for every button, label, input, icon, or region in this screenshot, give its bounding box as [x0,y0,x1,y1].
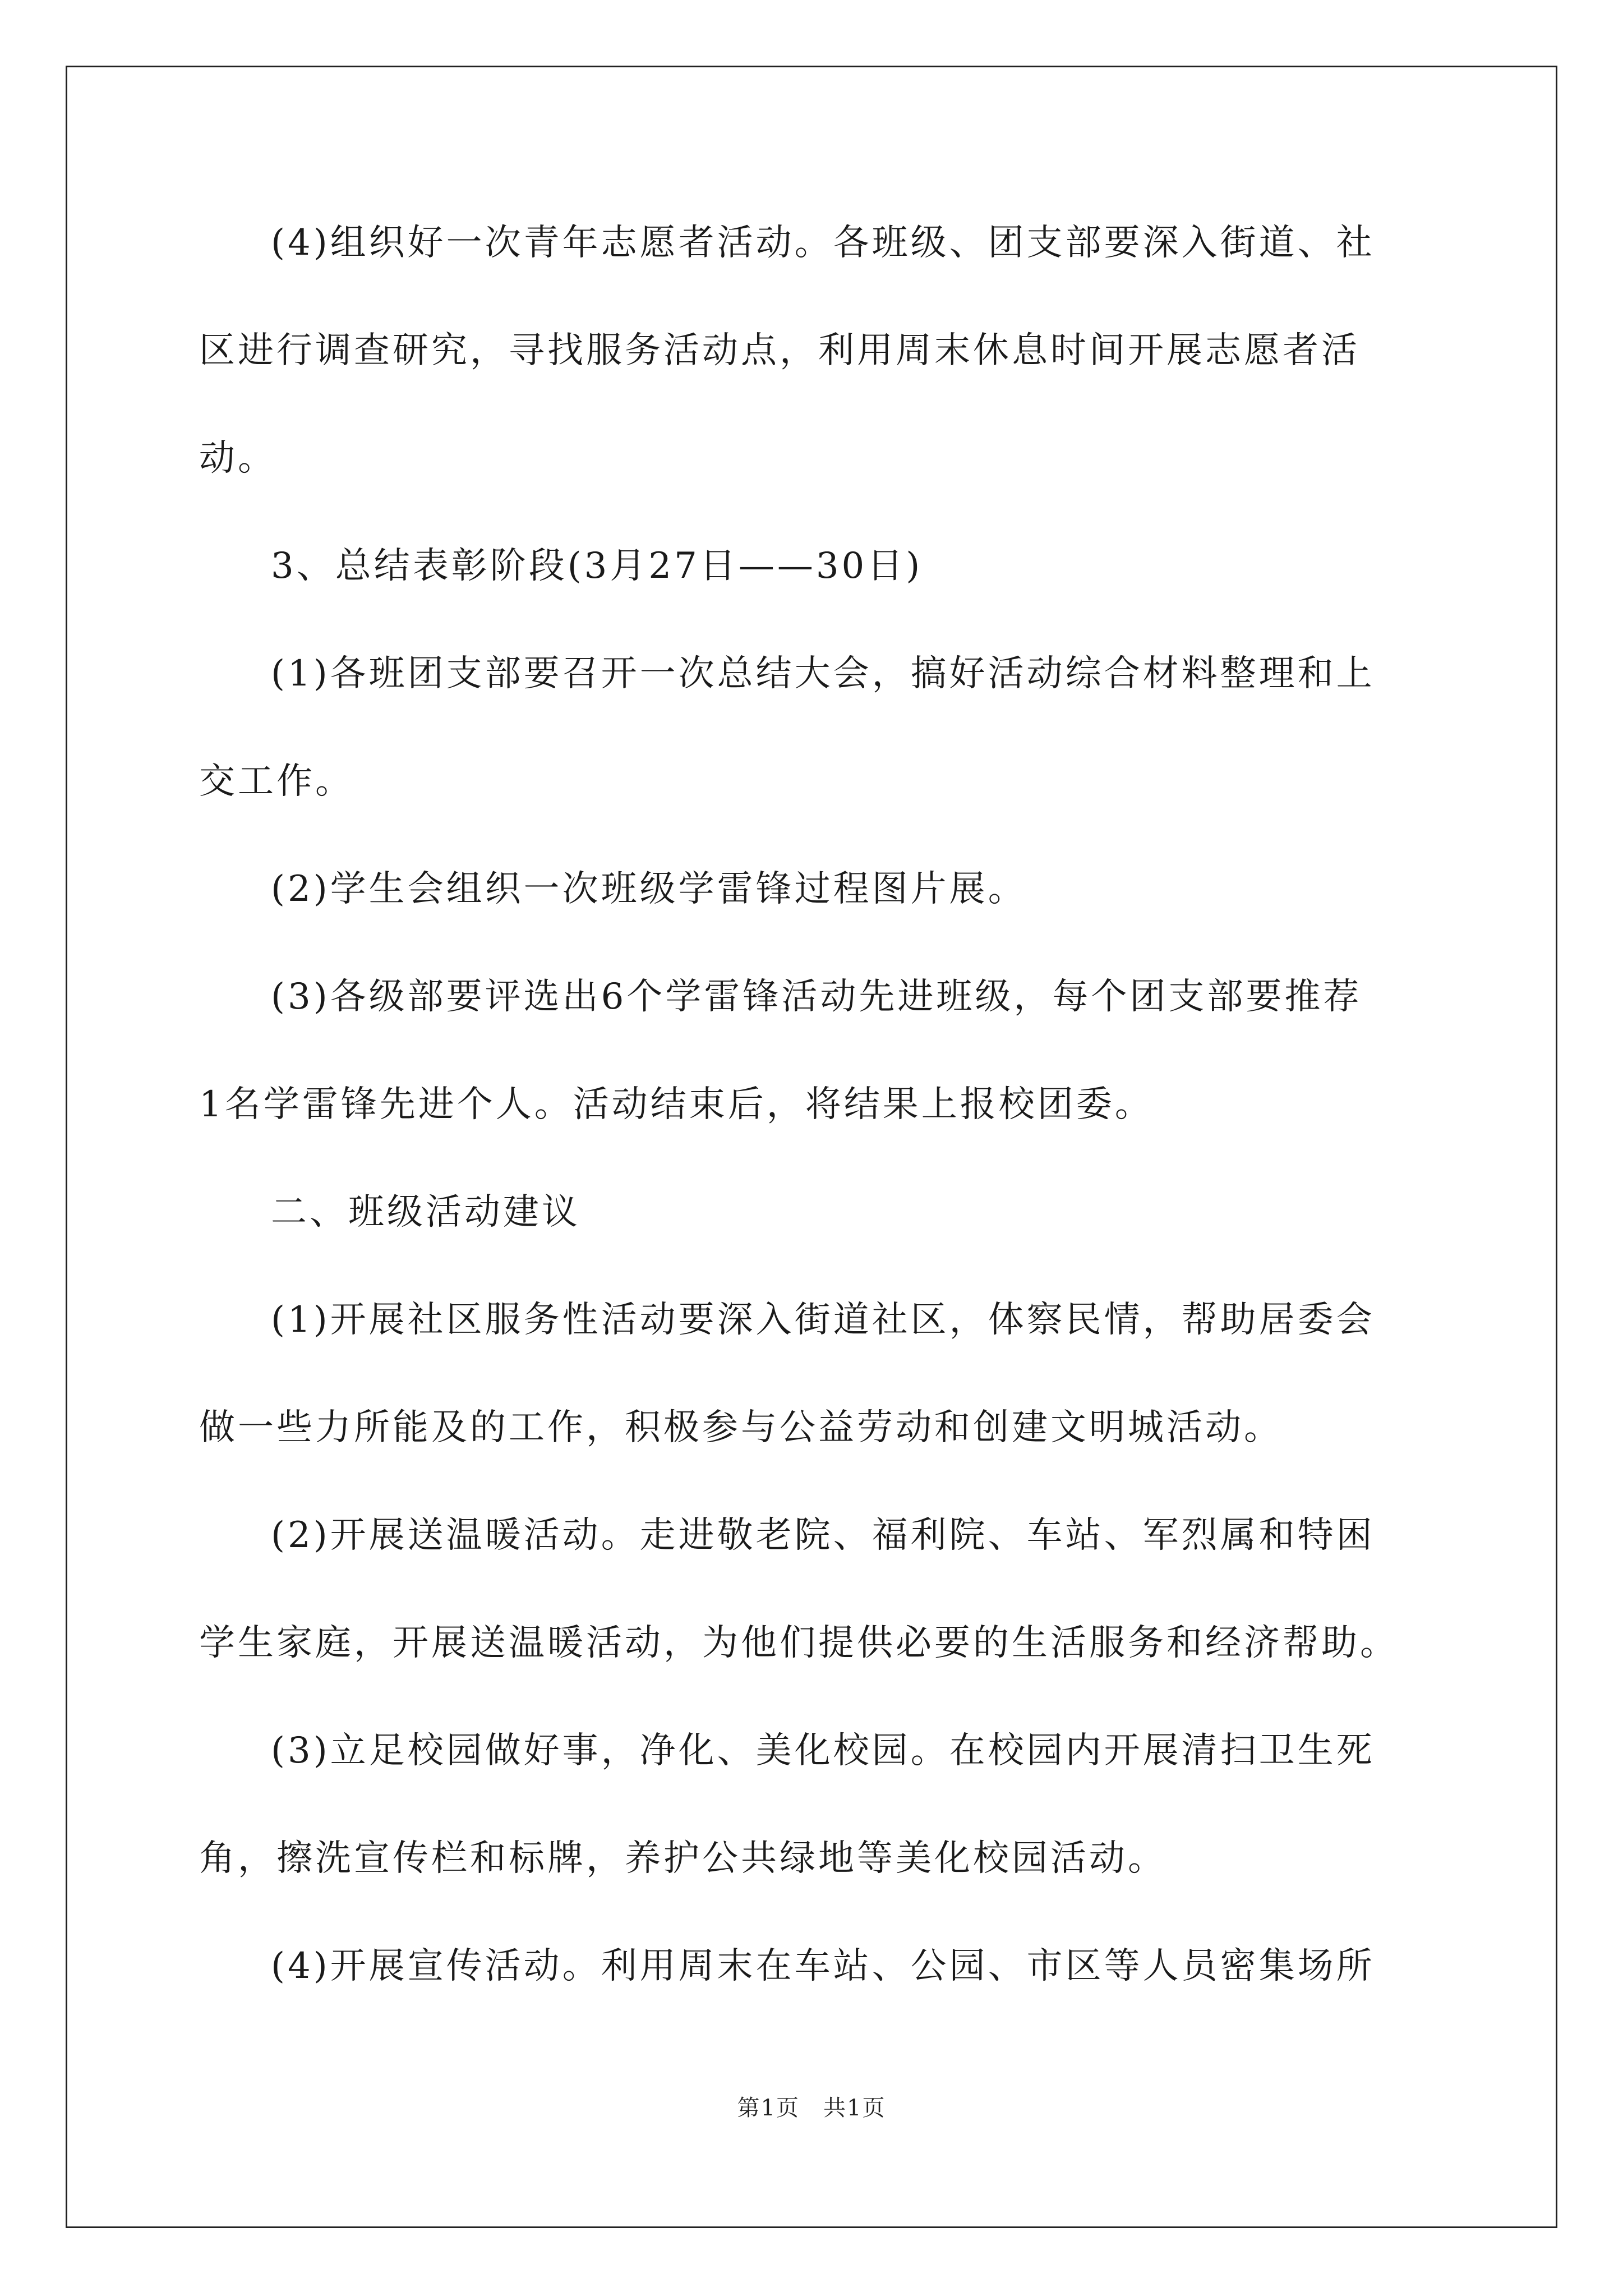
paragraph-line: (1)开展社区服务性活动要深入街道社区，体察民情，帮助居委会 [271,1299,1375,1341]
section-heading: 3、总结表彰阶段(3月27日——30日) [271,545,923,587]
paragraph-line: (1)各班团支部要召开一次总结大会，搞好活动综合材料整理和上 [271,653,1375,694]
paragraph-line: 1名学雷锋先进个人。活动结束后，将结果上报校团委。 [199,1084,1154,1125]
page-number-footer: 第1页 共1页 [737,2095,886,2121]
paragraph-line: 区进行调查研究，寻找服务活动点，利用周末休息时间开展志愿者活 [199,330,1360,371]
page-border [66,66,1557,2228]
paragraph-line: 做一些力所能及的工作，积极参与公益劳动和创建文明城活动。 [199,1407,1283,1448]
paragraph-line: (2)学生会组织一次班级学雷锋过程图片展。 [271,868,1027,910]
paragraph-line: (3)立足校园做好事，净化、美化校园。在校园内开展清扫卫生死 [271,1730,1375,1772]
paragraph-line: 动。 [199,438,276,479]
paragraph-line: (2)开展送温暖活动。走进敬老院、福利院、车站、军烈属和特困 [271,1515,1375,1556]
paragraph-line: 角，擦洗宣传栏和标牌，养护公共绿地等美化校园活动。 [199,1838,1166,1879]
paragraph-line: 交工作。 [199,761,354,802]
section-heading: 二、班级活动建议 [271,1191,580,1233]
paragraph-line: (3)各级部要评选出6个学雷锋活动先进班级，每个团支部要推荐 [271,976,1362,1018]
paragraph-line: 学生家庭，开展送温暖活动，为他们提供必要的生活服务和经济帮助。 [199,1622,1399,1664]
paragraph-line: (4)开展宣传活动。利用周末在车站、公园、市区等人员密集场所 [271,1945,1375,1987]
paragraph-line: (4)组织好一次青年志愿者活动。各班级、团支部要深入街道、社 [271,222,1375,264]
